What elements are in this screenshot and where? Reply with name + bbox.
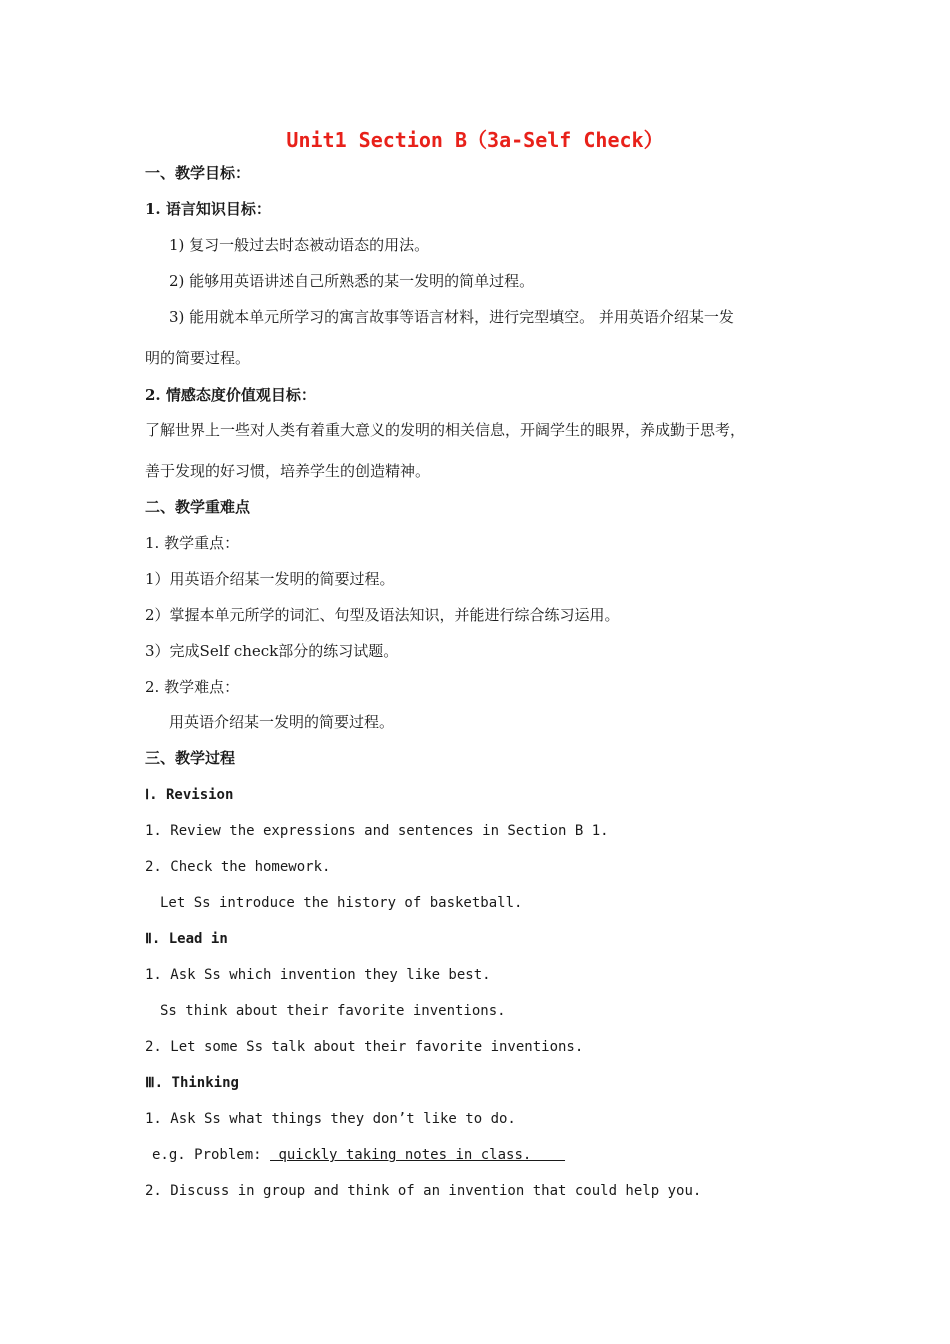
revision-heading: Ⅰ. Revision (145, 787, 234, 803)
difficult-point-text: 用英语介绍某一发明的简要过程。 (169, 713, 395, 731)
example-line (152, 1145, 565, 1165)
key-point-item: 2）掌握本单元所学的词汇、句型及语法知识，并能进行综合练习运用。 (145, 606, 620, 624)
attitude-text: 善于发现的好习惯，培养学生的创造精神。 (145, 462, 431, 480)
thinking-item: 2. Discuss in group and think of an invention that could help you. (145, 1183, 702, 1199)
example-label: e.g. Problem: (152, 1147, 262, 1163)
thinking-heading: Ⅲ. Thinking (145, 1075, 239, 1091)
section-2-heading: 二、教学重难点 (145, 498, 251, 516)
thinking-item: 1. Ask Ss what things they don’t like to do. (145, 1111, 516, 1127)
revision-item: 2. Check the homework. (145, 859, 331, 875)
key-point-item: 3）完成Self check部分的练习试题。 (145, 642, 399, 660)
key-points-heading: 1. 教学重点： (145, 534, 240, 552)
difficult-points-heading: 2. 教学难点： (145, 678, 240, 696)
key-point-item: 1）用英语介绍某一发明的简要过程。 (145, 570, 395, 588)
lead-in-item: 1. Ask Ss which invention they like best. (145, 967, 491, 983)
section-1-2-heading: 2. 情感态度价值观目标： (145, 386, 316, 404)
goal-item-continued: 明的简要过程。 (145, 349, 251, 367)
revision-item: Let Ss introduce the history of basketball. (160, 895, 523, 911)
goal-item: 3) 能用就本单元所学习的寓言故事等语言材料，进行完型填空。 并用英语介绍某一发 (169, 308, 734, 326)
lead-in-item: 2. Let some Ss talk about their favorite inventions. (145, 1039, 584, 1055)
page-title: Unit1 Section B（3a-Self Check） (286, 128, 664, 152)
lead-in-heading: Ⅱ. Lead in (145, 931, 228, 947)
section-3-heading: 三、教学过程 (145, 749, 236, 767)
goal-item: 2) 能够用英语讲述自己所熟悉的某一发明的简单过程。 (169, 272, 535, 290)
lead-in-item: Ss think about their favorite inventions. (160, 1003, 506, 1019)
section-1-heading: 一、教学目标： (145, 164, 251, 182)
revision-item: 1. Review the expressions and sentences in Section B 1. (145, 823, 609, 839)
section-1-1-heading: 1. 语言知识目标： (145, 200, 271, 218)
example-answer: quickly taking notes in class. (270, 1147, 566, 1163)
attitude-text: 了解世界上一些对人类有着重大意义的发明的相关信息，开阔学生的眼界，养成勤于思考， (145, 421, 746, 439)
goal-item: 1) 复习一般过去时态被动语态的用法。 (169, 236, 430, 254)
